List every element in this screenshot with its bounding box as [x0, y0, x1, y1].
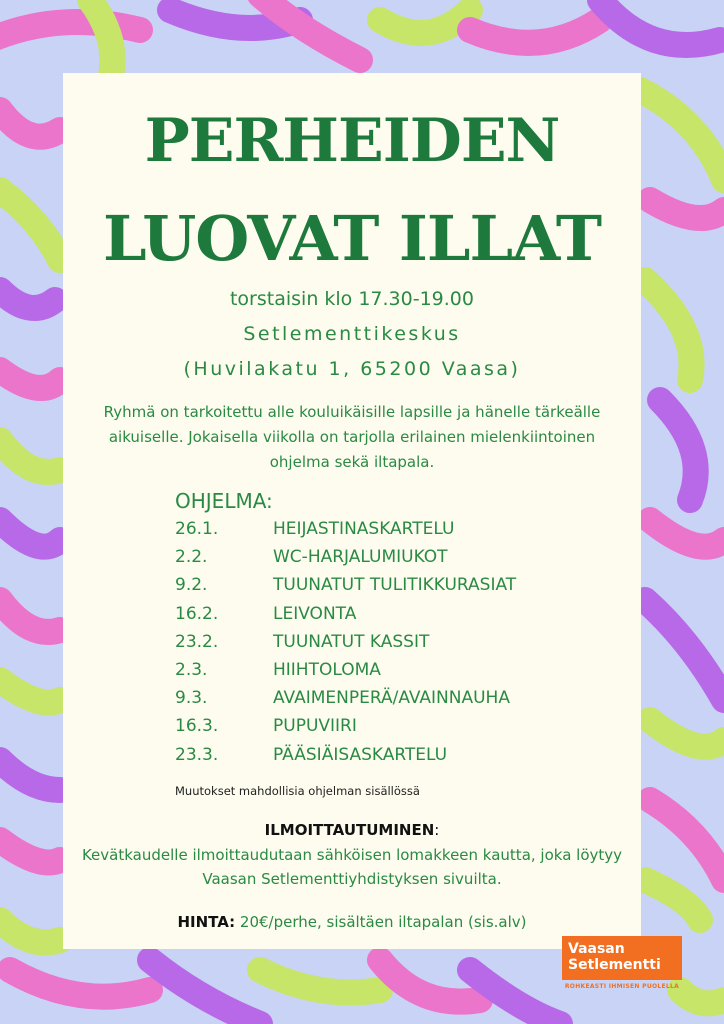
description: Ryhmä on tarkoitettu alle kouluikäisille lapsille ja hänelle tärkeälle aikuiselle. Jokaisella viikolla on tarjolla erilainen mielenkiintoinen ohjelma sekä iltapala.: [103, 403, 601, 471]
registration-heading-label: ILMOITTAUTUMINEN: [264, 821, 435, 839]
program-activity: AVAIMENPERÄ/AVAINNAUHA: [273, 688, 510, 709]
program-activity: PÄÄSIÄISASKARTELU: [273, 744, 448, 765]
logo-line-1: Vaasan: [568, 941, 625, 957]
program-activity: WC-HARJALUMIUKOT: [273, 547, 448, 568]
program-date: 2.2.: [175, 547, 208, 568]
content-card: [63, 73, 641, 949]
registration-heading: [63, 821, 641, 839]
program-date: 9.3.: [175, 688, 208, 709]
price-label: HINTA:: [177, 913, 236, 931]
logo-box: [562, 936, 682, 980]
registration-colon: :: [434, 821, 440, 839]
logo-tagline: ROHKEASTI IHMISEN PUOLELLA: [564, 983, 680, 990]
event-address: (Huvilakatu 1, 65200 Vaasa): [183, 358, 521, 380]
registration-text: Kevätkaudelle ilmoittaudutaan sähköisen lomakkeen kautta, joka löytyy Vaasan Setlementtiyhdistyksen sivuilta.: [81, 846, 623, 888]
program-activity: HEIJASTINASKARTELU: [273, 519, 455, 539]
price-value: 20€/perhe, sisältäen iltapalan (sis.alv): [235, 913, 527, 931]
program-activity: HIIHTOLOMA: [273, 659, 381, 680]
logo-line-2: Setlementti: [568, 957, 661, 973]
program-date: 26.1.: [175, 519, 219, 539]
program-date: 23.2.: [175, 631, 219, 652]
title-line-1: PERHEIDEN: [144, 106, 560, 176]
program-date: 2.3.: [175, 659, 208, 680]
program-activity: PUPUVIIRI: [273, 716, 357, 737]
program-note: Muutokset mahdollisia ohjelman sisällössä: [175, 784, 420, 798]
program-date: 16.3.: [175, 716, 219, 737]
vaasan-setlementti-logo: [562, 936, 682, 994]
title-line-2: LUOVAT ILLAT: [103, 202, 601, 275]
program-activity: TUUNATUT KASSIT: [273, 631, 430, 652]
program-date: 9.2.: [175, 575, 208, 596]
program-date: 16.2.: [175, 603, 219, 624]
program-date: 23.3.: [175, 744, 219, 765]
program-activity: LEIVONTA: [273, 603, 357, 624]
price-line: [63, 913, 641, 931]
event-time: torstaisin klo 17.30-19.00: [229, 288, 474, 310]
program-activity: TUUNATUT TULITIKKURASIAT: [273, 575, 517, 596]
program-heading: OHJELMA:: [175, 489, 273, 513]
event-place: Setlementtikeskus: [243, 323, 461, 345]
